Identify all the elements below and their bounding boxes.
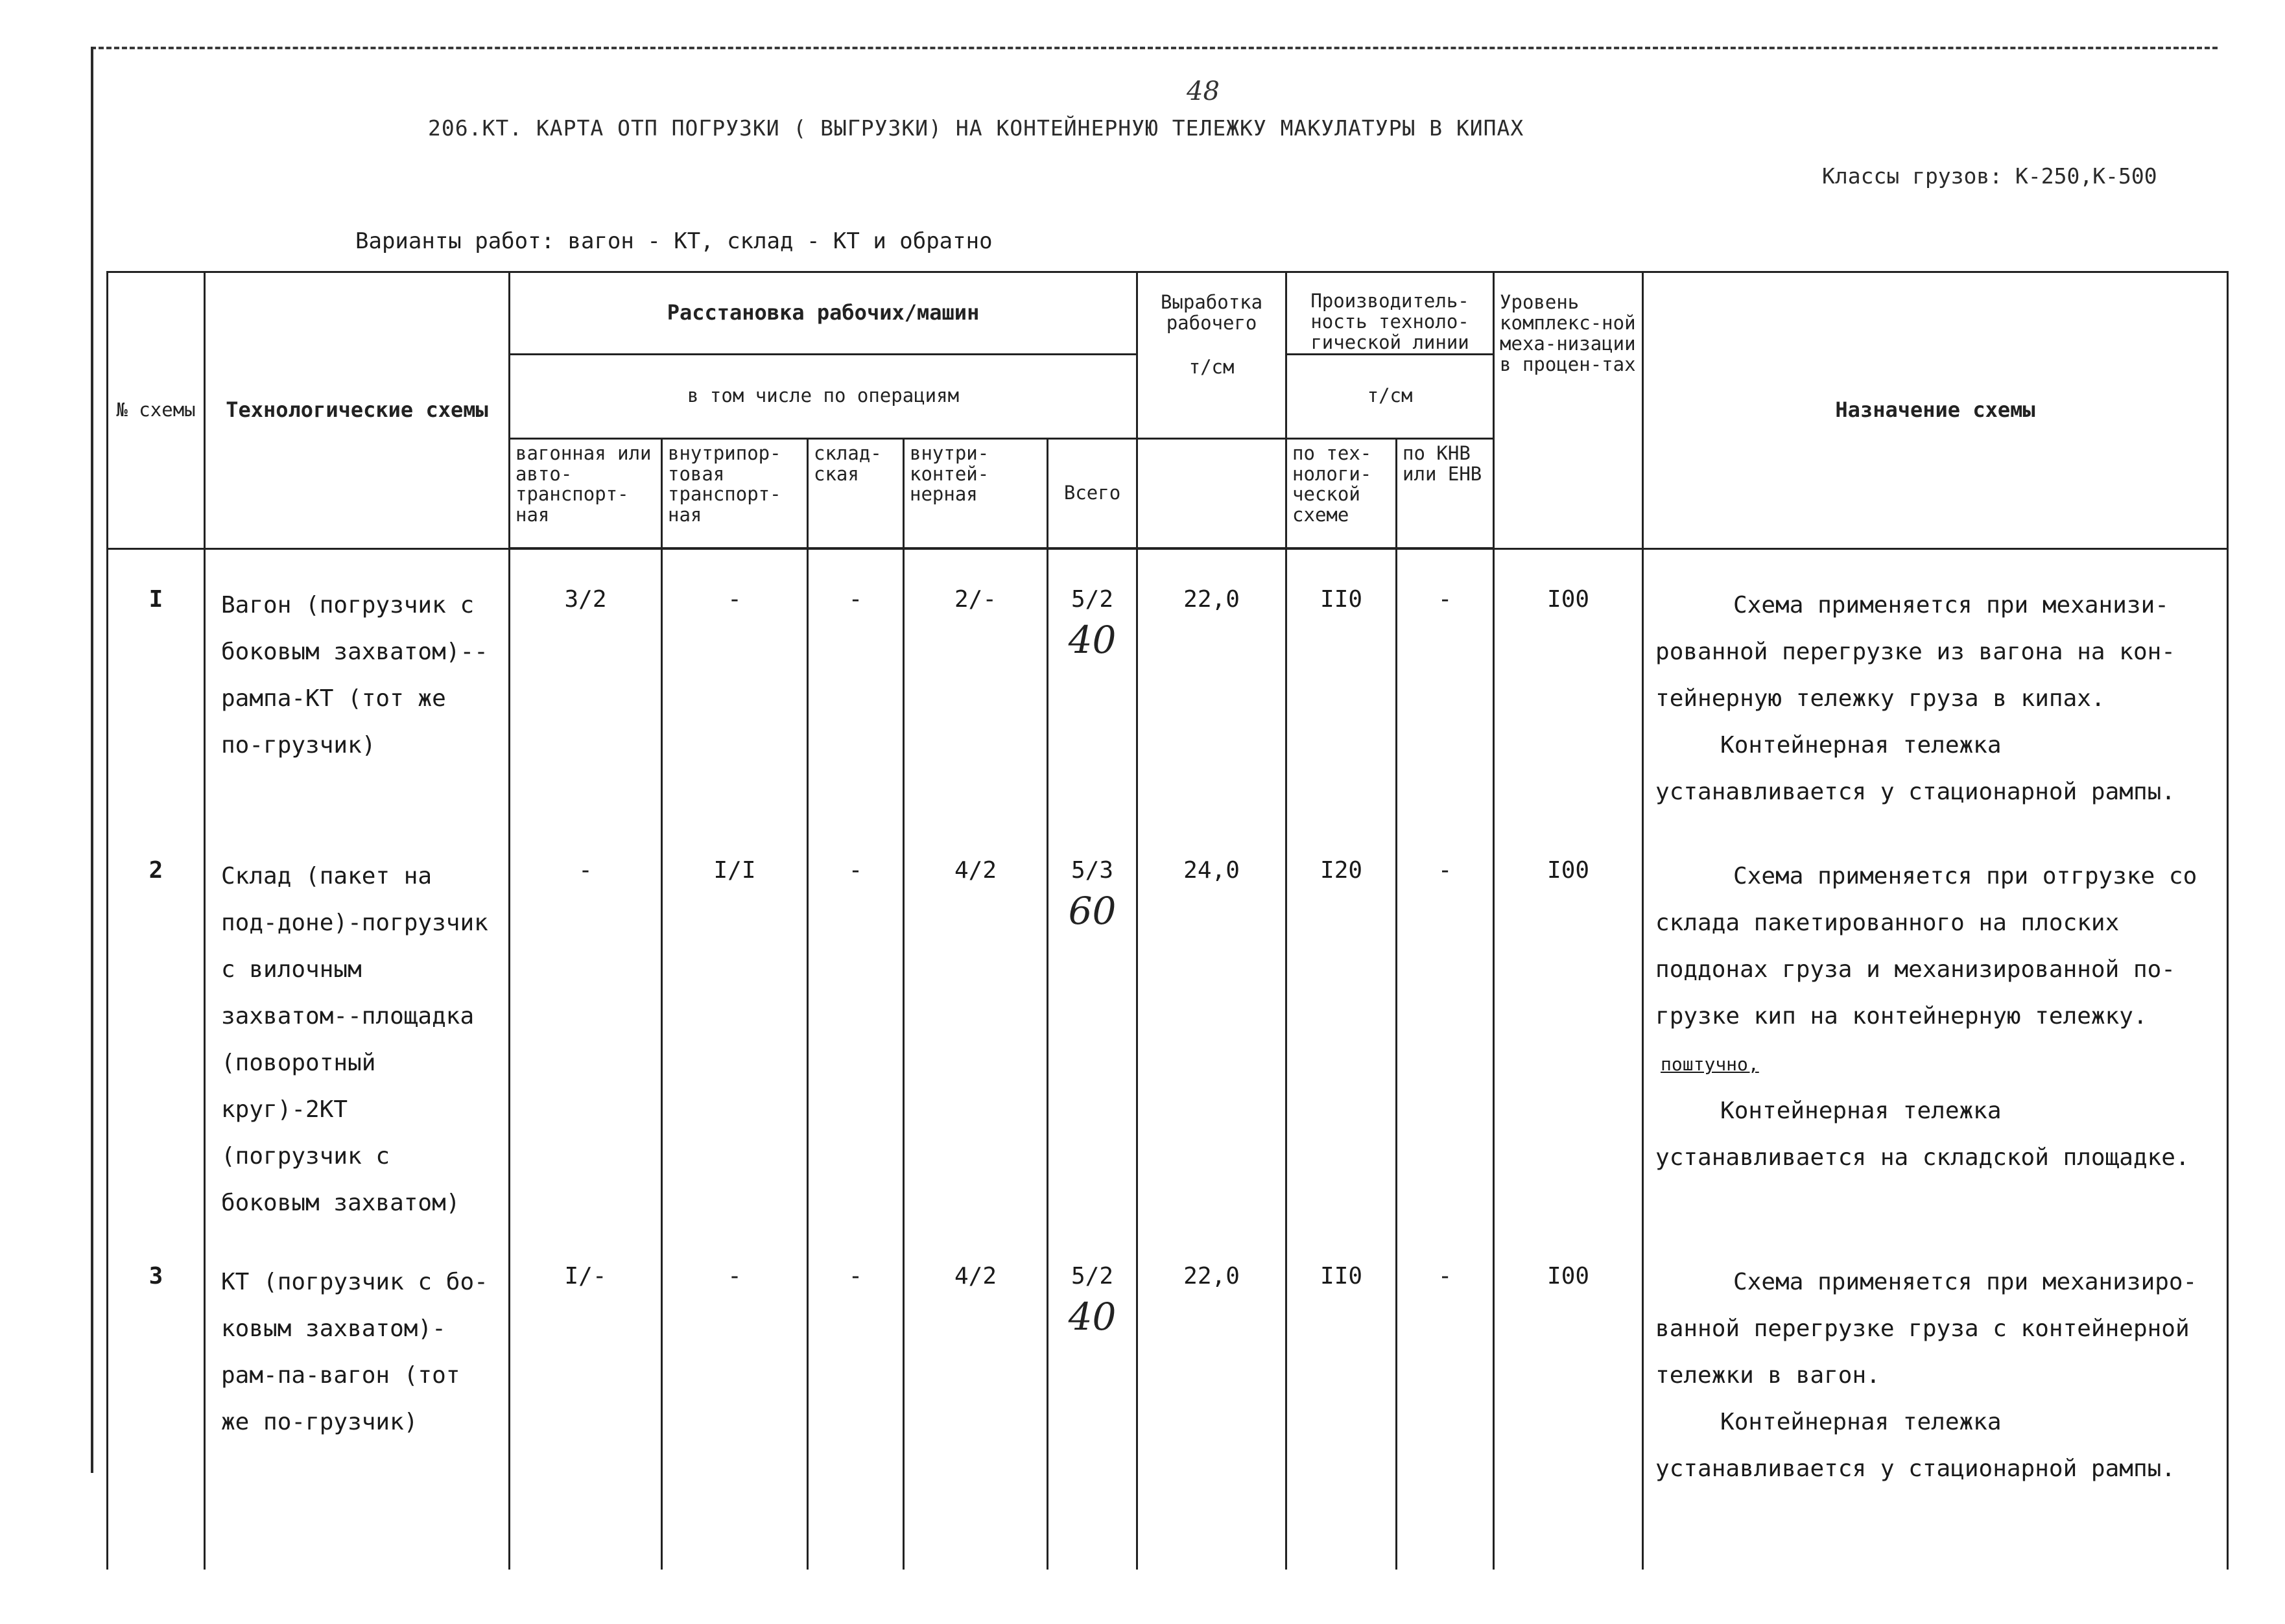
header-inport-transport: внутрипор-товая транспорт-ная	[662, 438, 808, 548]
tech-scheme-text: Вагон (погрузчик с боковым захватом)--рампа-КТ (тот же по-грузчик)	[205, 548, 510, 821]
purpose-cell	[1643, 548, 2228, 821]
scheme-number: 3	[108, 1227, 205, 1570]
table-row	[108, 548, 2228, 821]
header-warehouse: склад-ская	[808, 438, 904, 548]
header-output	[1137, 272, 1286, 439]
handwritten-note: 60	[1068, 889, 1117, 934]
table-row	[108, 1227, 2228, 1570]
output-value: 24,0	[1137, 821, 1286, 1227]
header-placement: Расстановка рабочих/машин	[510, 272, 1137, 355]
document-title: 206.КТ. КАРТА ОТП ПОГРУЗКИ ( ВЫГРУЗКИ) НА КОНТЕЙНЕРНУЮ ТЕЛЕЖКУ МАКУЛАТУРЫ В КИПАХ	[428, 115, 1524, 141]
handwritten-note: 40	[1068, 1295, 1117, 1339]
page-frame-left	[91, 47, 93, 1473]
output-value: 22,0	[1137, 1227, 1286, 1570]
purpose-note: Контейнерная тележка устанавливается у стационарной рампы.	[1655, 1409, 2175, 1483]
warehouse-value: -	[808, 821, 904, 1227]
table-row	[108, 821, 2228, 1227]
scheme-number: 2	[108, 821, 205, 1227]
total-value: 5/2	[1071, 1263, 1114, 1290]
purpose-note: Контейнерная тележка устанавливается у стационарной рампы.	[1655, 731, 2175, 805]
work-variants: Варианты работ: вагон - КТ, склад - КТ и обратно	[355, 228, 993, 254]
cargo-classes: Классы грузов: К-250,К-500	[1822, 163, 2157, 189]
page-frame-top	[91, 47, 2218, 49]
productivity-kpv-value: -	[1397, 821, 1494, 1227]
inport-value: -	[662, 548, 808, 821]
productivity-scheme-value: II0	[1286, 548, 1397, 821]
header-purpose: Назначение схемы	[1643, 272, 2228, 549]
total-value: 5/3	[1071, 857, 1114, 884]
incontainer-value: 4/2	[904, 821, 1048, 1227]
purpose-cell	[1643, 1227, 2228, 1570]
tech-scheme-text: КТ (погрузчик с бо-ковым захватом)-рам-па-вагон (тот же по-грузчик)	[205, 1227, 510, 1570]
productivity-kpv-value: -	[1397, 548, 1494, 821]
handwritten-note: 40	[1068, 618, 1117, 663]
mechanization-level-value: I00	[1494, 548, 1643, 821]
header-output-empty	[1137, 438, 1286, 548]
header-productivity-unit: т/см	[1286, 354, 1494, 438]
header-mechanization-level: Уровень комплекс-ной меха-низации в процен-тах	[1494, 272, 1643, 549]
purpose-note: Контейнерная тележка устанавливается на складской площадке.	[1655, 1098, 2190, 1171]
header-scheme-no: № схемы	[108, 272, 205, 549]
header-placement-sub: в том числе по операциям	[510, 354, 1137, 438]
wagon-value: 3/2	[510, 548, 662, 821]
warehouse-value: -	[808, 1227, 904, 1570]
purpose-text: Схема применяется при отгрузке со склада пакетированного на плоских поддонах груза и механизированной по-грузке кип на контейнерную тележку.	[1655, 863, 2197, 1030]
header-tech-schemes: Технологические схемы	[205, 272, 510, 549]
mechanization-level-value: I00	[1494, 821, 1643, 1227]
total-cell	[1048, 1227, 1137, 1570]
output-value: 22,0	[1137, 548, 1286, 821]
header-productivity: Производитель-ность техноло-гической линии	[1286, 272, 1494, 355]
purpose-text: Схема применяется при механизиро-ванной перегрузке груза с контейнерной тележки в вагон.	[1655, 1269, 2197, 1389]
warehouse-value: -	[808, 548, 904, 821]
header-total: Всего	[1048, 438, 1137, 548]
handwritten-insert: поштучно,	[1661, 1053, 1759, 1076]
header-by-kpv: по КНВ или ЕНВ	[1397, 438, 1494, 548]
incontainer-value: 2/-	[904, 548, 1048, 821]
productivity-kpv-value: -	[1397, 1227, 1494, 1570]
total-value: 5/2	[1071, 586, 1114, 613]
header-incontainer: внутри-контей-нерная	[904, 438, 1048, 548]
wagon-value: -	[510, 821, 662, 1227]
scheme-number: I	[108, 548, 205, 821]
header-output-unit: т/см	[1189, 355, 1235, 378]
tech-scheme-text: Склад (пакет на под-доне)-погрузчик с вилочным захватом--площадка (поворотный круг)-2КТ (погрузчик с боковым захватом)	[205, 821, 510, 1227]
header-output-label: Выработка рабочего	[1160, 291, 1263, 334]
operations-table	[106, 271, 2229, 1570]
purpose-text: Схема применяется при механизи-рованной перегрузке из вагона на кон-тейнерную тележку груза в кипах.	[1655, 591, 2175, 712]
inport-value: -	[662, 1227, 808, 1570]
productivity-scheme-value: I20	[1286, 821, 1397, 1227]
page-number: 48	[1187, 76, 1220, 106]
inport-value: I/I	[662, 821, 808, 1227]
total-cell	[1048, 548, 1137, 821]
mechanization-level-value: I00	[1494, 1227, 1643, 1570]
incontainer-value: 4/2	[904, 1227, 1048, 1570]
purpose-cell	[1643, 821, 2228, 1227]
wagon-value: I/-	[510, 1227, 662, 1570]
header-wagon-transport: вагонная или авто-транспорт-ная	[510, 438, 662, 548]
total-cell	[1048, 821, 1137, 1227]
header-by-scheme: по тех-нологи-ческой схеме	[1286, 438, 1397, 548]
productivity-scheme-value: II0	[1286, 1227, 1397, 1570]
